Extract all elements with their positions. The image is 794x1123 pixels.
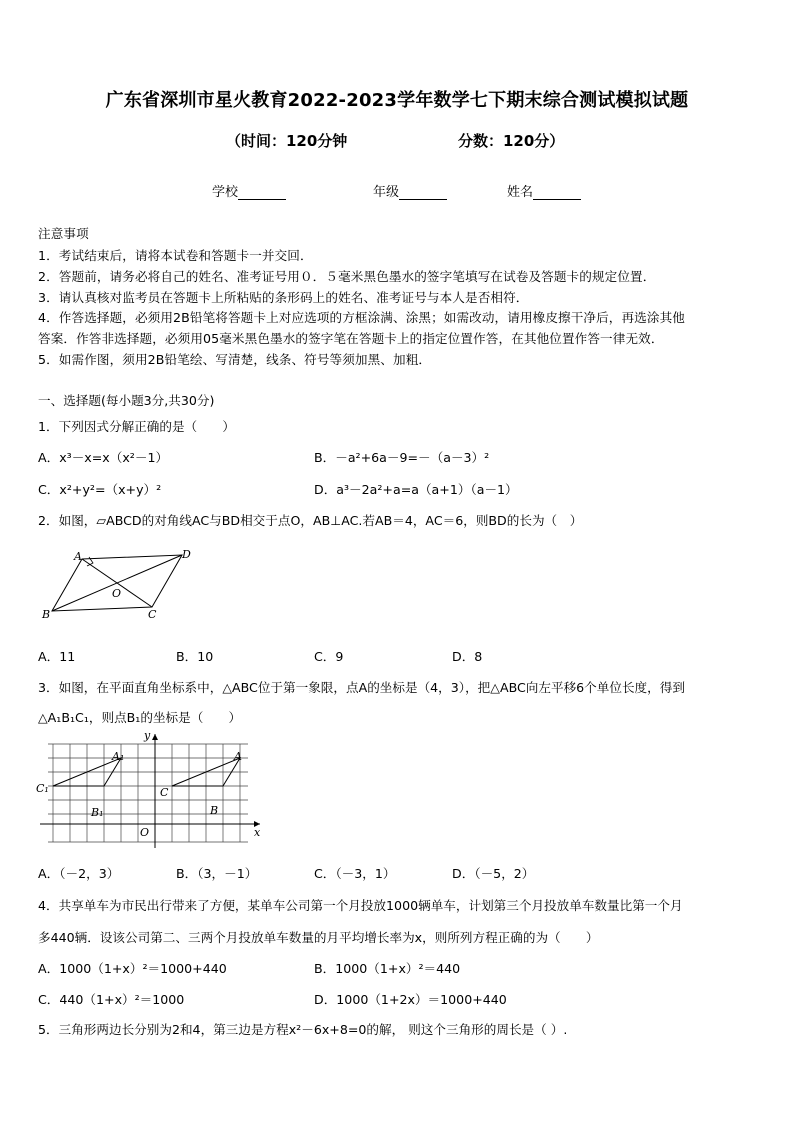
label-c: C <box>160 786 169 799</box>
q2-stem: 2．如图，▱ABCD的对角线AC与BD相交于点O，AB⊥AC.若AB＝4，AC＝6，则BD的长为（ ） <box>38 513 583 528</box>
q3-option-a[interactable]: A．（－2，3） <box>38 866 120 881</box>
q3-coordinate-grid-figure <box>36 730 268 850</box>
q4-option-b[interactable]: B．1000（1+x）²＝440 <box>314 961 461 976</box>
label-o: O <box>112 587 122 600</box>
grade-field[interactable] <box>373 181 447 200</box>
note-item-4: 4．作答选择题，必须用2B铅笔将答题卡上对应选项的方框涂满、涂黑；如需改动，请用橡皮擦干净后，再选涂其他 <box>38 310 685 325</box>
diagonal-bd <box>52 555 182 611</box>
q4-stem-line2: 多440辆．设该公司第二、三两个月投放单车数量的月平均增长率为x，则所列方程正确的为（ ） <box>38 930 599 945</box>
q3-stem-line1: 3．如图，在平面直角坐标系中，△ABC位于第一象限，点A的坐标是（4，3），把△ABC向左平移6个单位长度，得到 <box>38 680 685 695</box>
q3-option-b[interactable]: B．（3，－1） <box>176 866 258 881</box>
q2-parallelogram-figure <box>36 545 196 625</box>
q1-option-b[interactable]: B．－a²+6a－9=－（a－3）² <box>314 450 490 465</box>
exam-title: 广东省深圳市星火教育2022-2023学年数学七下期末综合测试模拟试题 <box>105 90 689 111</box>
y-axis-arrow <box>152 734 158 740</box>
q2-option-b[interactable]: B．10 <box>176 649 214 664</box>
label-c1: C₁ <box>36 782 49 795</box>
q4-option-a[interactable]: A．1000（1+x）²＝1000+440 <box>38 961 227 976</box>
label-d: D <box>182 548 191 561</box>
q1-option-c[interactable]: C．x²+y²=（x+y）² <box>38 482 162 497</box>
q1-stem: 1．下列因式分解正确的是（ ） <box>38 419 235 434</box>
q2-option-a[interactable]: A．11 <box>38 649 76 664</box>
school-label: 学校 <box>212 185 239 200</box>
q3-stem-line2: △A₁B₁C₁，则点B₁的坐标是（ ） <box>38 710 242 725</box>
label-b: B <box>42 608 51 621</box>
name-label: 姓名 <box>507 185 534 200</box>
q4-option-c[interactable]: C．440（1+x）²＝1000 <box>38 992 185 1007</box>
q1-option-d[interactable]: D．a³－2a²+a=a（a+1）（a－1） <box>314 482 518 497</box>
label-b1: B₁ <box>91 806 104 819</box>
label-a1: A₁ <box>112 750 125 763</box>
q3-option-c[interactable]: C．（－3，1） <box>314 866 396 881</box>
note-item-3: 3．请认真核对监考员在答题卡上所粘贴的条形码上的姓名、准考证号与本人是否相符． <box>38 290 529 305</box>
grade-blank[interactable] <box>399 185 447 200</box>
note-item-1: 1．考试结束后，请将本试卷和答题卡一并交回． <box>38 248 313 263</box>
label-b: B <box>210 804 219 817</box>
grade-label: 年级 <box>373 185 400 200</box>
label-c: C <box>148 608 157 621</box>
exam-score: 分数：120分） <box>458 132 565 150</box>
q4-option-d[interactable]: D．1000（1+2x）＝1000+440 <box>314 992 507 1007</box>
section-heading: 一、选择题(每小题3分,共30分) <box>38 393 215 408</box>
q1-option-a[interactable]: A．x³－x=x（x²－1） <box>38 450 169 465</box>
label-a: A <box>234 750 242 763</box>
school-blank[interactable] <box>238 185 286 200</box>
note-item-2: 2．答题前，请务必将自己的姓名、准考证号用０．５毫米黑色墨水的签字笔填写在试卷及答题卡的规定位置． <box>38 269 656 284</box>
q5-stem: 5．三角形两边长分别为2和4，第三边是方程x²－6x+8=0的解， 则这个三角形的周长是（ ）. <box>38 1022 568 1037</box>
note-item-4-cont: 答案．作答非选择题，必须用05毫米黑色墨水的签字笔在答题卡上的指定位置作答，在其他位置作答一律无效． <box>38 331 664 346</box>
exam-time: （时间：120分钟 <box>226 132 348 150</box>
q4-stem-line1: 4．共享单车为市民出行带来了方便，某单车公司第一个月投放1000辆单车，计划第三个月投放单车数量比第一个月 <box>38 898 683 913</box>
q3-option-d[interactable]: D．（－5，2） <box>452 866 535 881</box>
label-y-axis: y <box>144 730 151 742</box>
label-a: A <box>74 550 82 563</box>
q2-option-c[interactable]: C．9 <box>314 649 344 664</box>
name-blank[interactable] <box>533 185 581 200</box>
q2-option-d[interactable]: D．8 <box>452 649 483 664</box>
school-field[interactable] <box>212 181 286 200</box>
label-x-axis: x <box>254 826 261 839</box>
note-item-5: 5．如需作图，须用2B铅笔绘、写清楚，线条、符号等须加黑、加粗． <box>38 352 432 367</box>
name-field[interactable] <box>507 181 581 200</box>
label-origin: O <box>140 826 150 839</box>
notes-heading: 注意事项 <box>38 226 89 241</box>
